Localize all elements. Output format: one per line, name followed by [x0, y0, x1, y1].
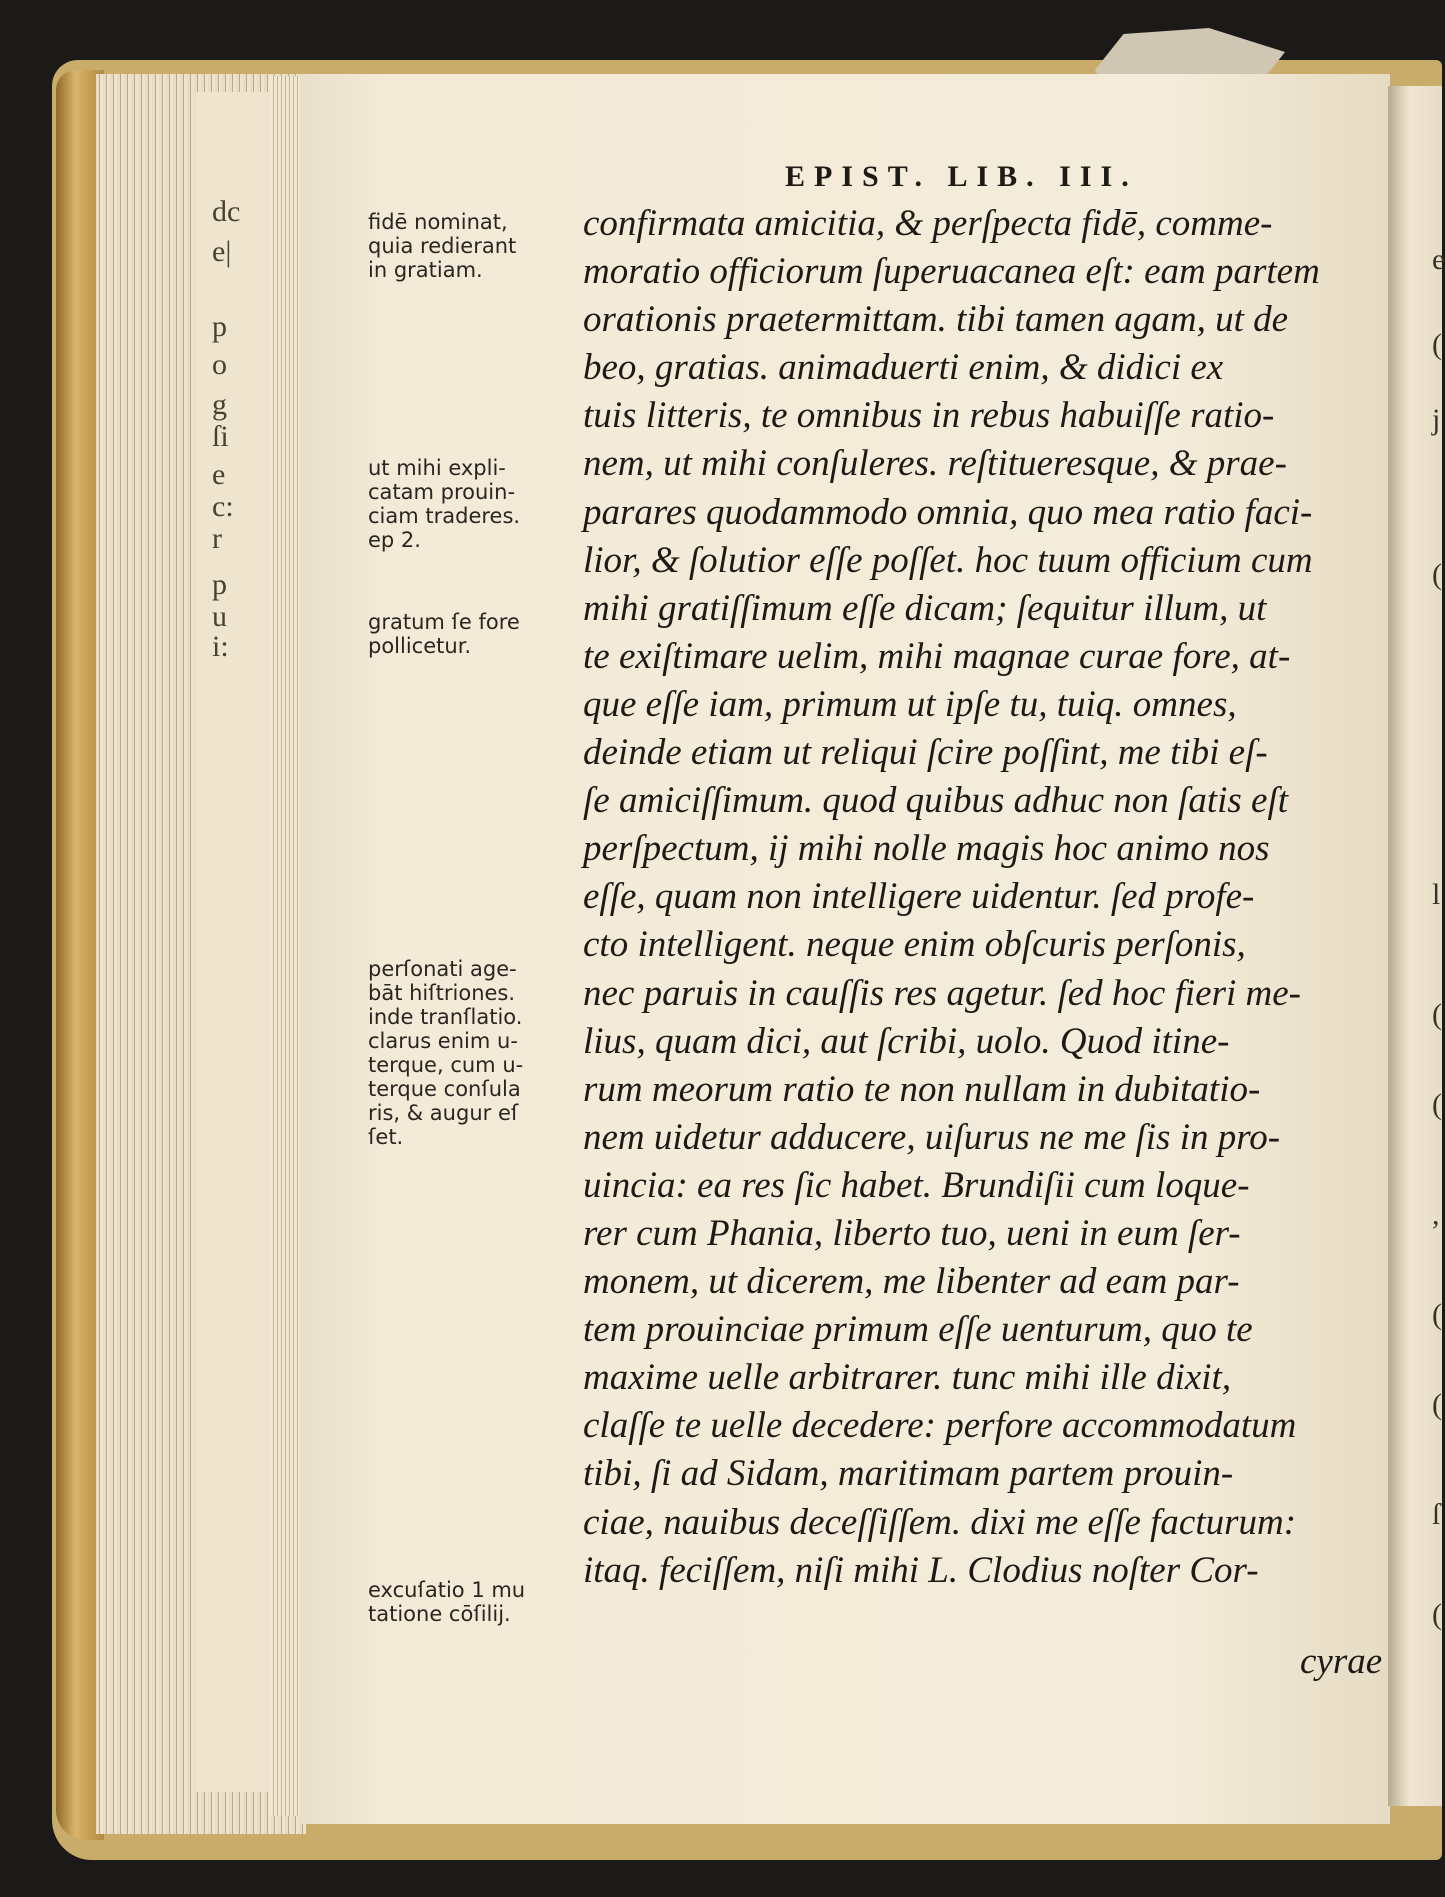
text-line: nem, ut mihi conſuleres. reſtitueresque, & prae-	[583, 443, 1287, 485]
text-line: que eſſe iam, primum ut ipſe tu, tuiq. omnes,	[583, 683, 1237, 725]
next-page-fragment: ,	[1432, 1198, 1440, 1231]
text-line: te exiſtimare uelim, mihi magnae curae fore, at-	[583, 635, 1291, 677]
prev-page-fragment: c:	[212, 490, 234, 523]
prev-page-fragment: r	[212, 522, 222, 555]
next-page-fragment: (	[1432, 1088, 1442, 1121]
text-line: cto intelligent. neque enim obſcuris perſonis,	[583, 924, 1246, 966]
text-line: nem uidetur adducere, uiſurus ne me ſis in pro-	[583, 1116, 1281, 1158]
text-line: rer cum Phania, liberto tuo, ueni in eum ſer-	[583, 1212, 1241, 1254]
text-line: claſſe te uelle decedere: perfore accommodatum	[583, 1405, 1297, 1447]
marginal-gloss: ut mihi expli- catam prouin- ciam traderes. ep 2.	[368, 456, 521, 552]
text-line: rum meorum ratio te non nullam in dubitatio-	[583, 1068, 1261, 1110]
text-line: beo, gratias. animaduerti enim, & didici ex	[583, 347, 1224, 389]
text-line: moratio officiorum ſuperuacanea eſt: eam partem	[583, 251, 1320, 293]
text-line: ciae, nauibus deceſſiſſem. dixi me eſſe facturum:	[583, 1501, 1297, 1543]
marginal-gloss: gratum ſe fore pollicetur.	[368, 610, 520, 658]
text-line: perſpectum, ij mihi nolle magis hoc animo nos	[583, 828, 1270, 870]
text-line: monem, ut dicerem, me libenter ad eam par-	[583, 1261, 1240, 1303]
text-line: itaq. feciſſem, niſi mihi L. Clodius noſter Cor-	[583, 1549, 1259, 1591]
prev-page-fragment: e	[212, 458, 226, 491]
prev-page-fragment: g	[212, 388, 227, 421]
prev-page-fragment: dc	[212, 195, 241, 228]
prev-page-fragment: e|	[212, 235, 232, 268]
next-page-fragment: (	[1432, 558, 1442, 591]
next-page-fragment: (	[1432, 328, 1442, 361]
text-line: mihi gratiſſimum eſſe dicam; ſequitur illum, ut	[583, 587, 1267, 629]
text-line: eſſe, quam non intelligere uidentur. ſed profe-	[583, 876, 1255, 918]
text-line: lius, quam dici, aut ſcribi, uolo. Quod itine-	[583, 1020, 1230, 1062]
marginal-gloss: fidē nominat, quia redierant in gratiam.	[368, 210, 517, 282]
text-line: lior, & ſolutior eſſe poſſet. hoc tuum officium cum	[583, 539, 1313, 581]
prev-page-fragment: p	[212, 568, 227, 601]
next-page-fragment: ſ	[1432, 1498, 1441, 1531]
text-line: tem prouinciae primum eſſe uenturum, quo te	[583, 1309, 1253, 1351]
next-page-fragment: (	[1432, 1388, 1442, 1421]
next-page-fragment: e	[1432, 243, 1445, 276]
prev-page-fragment: ſi	[212, 420, 229, 453]
main-text-block	[583, 200, 1388, 1595]
text-line: maxime uelle arbitrarer. tunc mihi ille dixit,	[583, 1357, 1232, 1399]
prev-page-fragment: i:	[212, 630, 229, 663]
text-line: orationis praetermittam. tibi tamen agam, ut de	[583, 299, 1289, 341]
catchword: cyrae	[1300, 1641, 1383, 1682]
running-header: EPIST. LIB. III.	[785, 160, 1138, 193]
text-line: nec paruis in cauſſis res agetur. ſed hoc fieri me-	[583, 972, 1301, 1014]
marginal-gloss: excuſatio 1 mu tatione cōſilij.	[368, 1578, 526, 1626]
next-page-fragment: j	[1432, 403, 1441, 436]
text-line: parares quodammodo omnia, quo mea ratio faci-	[583, 491, 1313, 533]
next-page-fragment: l	[1432, 878, 1441, 911]
text-line: tuis litteris, te omnibus in rebus habuiſſe ratio-	[583, 395, 1275, 437]
marginal-gloss: perſonati age- bāt hiſtriones. inde tranſlatio. clarus enim u- terque, cum u- terque conſula ris, & augur eſ ſet.	[368, 957, 524, 1149]
text-line: deinde etiam ut reliqui ſcire poſſint, me tibi eſ-	[583, 732, 1268, 774]
prev-page-fragment: o	[212, 348, 227, 381]
next-page-fragment: (	[1432, 1598, 1442, 1631]
text-line: confirmata amicitia, & perſpecta fidē, comme-	[583, 203, 1273, 244]
prev-page-fragment: u	[212, 600, 227, 633]
text-line: uincia: ea res ſic habet. Brundiſii cum loque-	[583, 1164, 1250, 1206]
text-line: tibi, ſi ad Sidam, maritimam partem prouin-	[583, 1453, 1234, 1495]
next-page-fragment: (	[1432, 998, 1442, 1031]
text-line: ſe amiciſſimum. quod quibus adhuc non ſatis eſt	[583, 780, 1289, 822]
next-page-fragment: (	[1432, 1298, 1442, 1331]
prev-page-fragment: p	[212, 310, 227, 343]
